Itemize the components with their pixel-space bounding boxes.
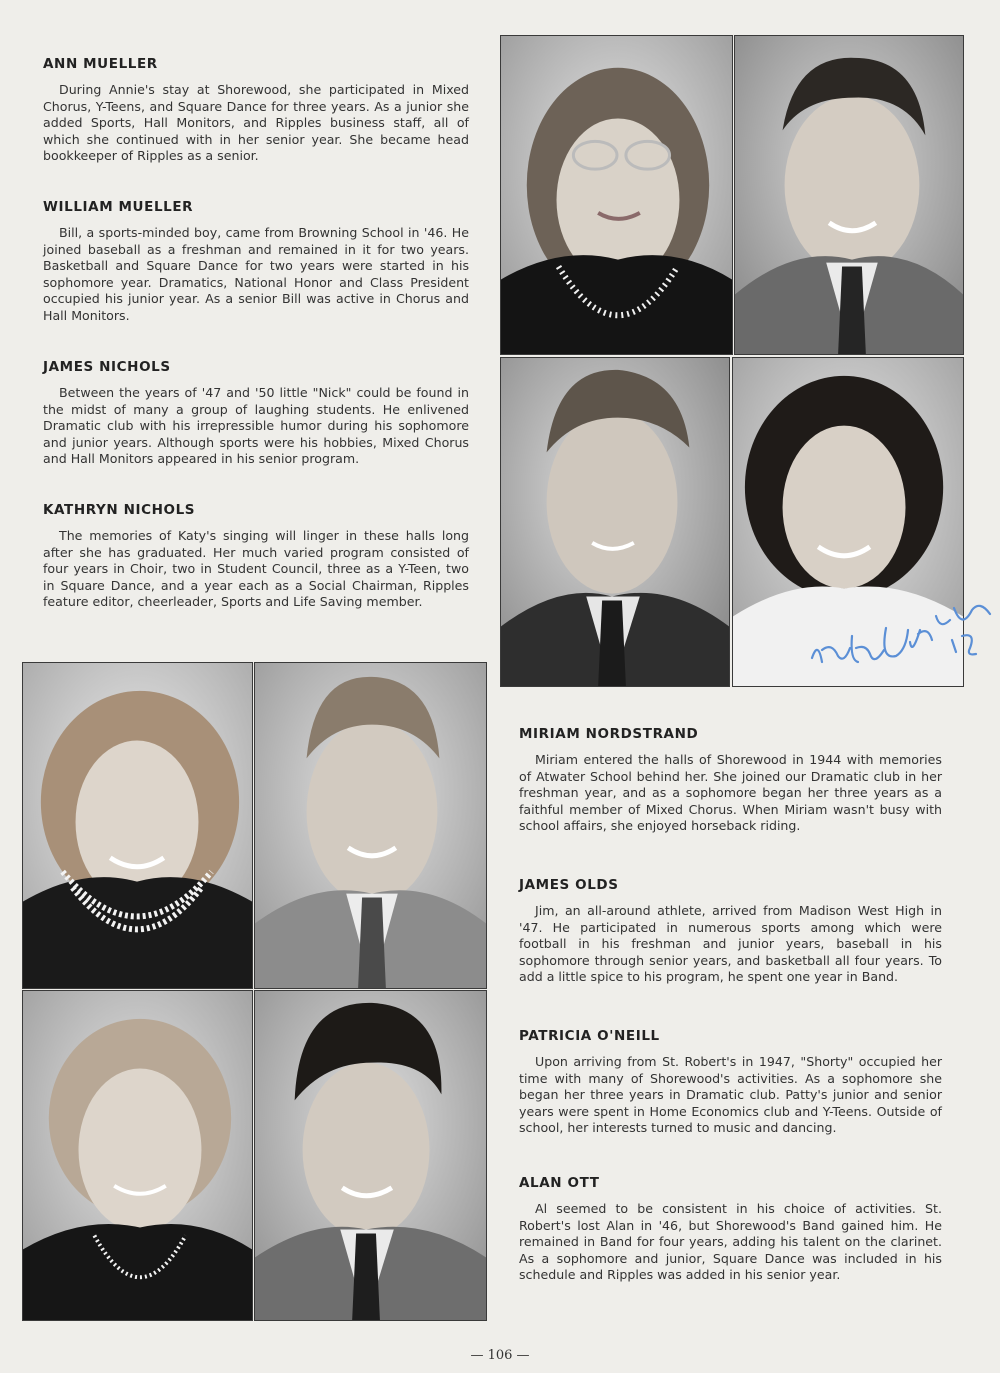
bio-name: ANN MUELLER bbox=[43, 56, 158, 72]
bio-james-nichols bbox=[43, 359, 469, 468]
page-number: — 106 — bbox=[470, 1348, 530, 1363]
bio-name: JAMES NICHOLS bbox=[43, 359, 171, 375]
portrait-james-nichols bbox=[500, 357, 730, 687]
bio-miriam-nordstrand bbox=[519, 726, 942, 835]
bio-alan-ott bbox=[519, 1175, 942, 1284]
portrait-alan-ott bbox=[254, 990, 487, 1321]
portrait-patricia-oneill bbox=[22, 990, 253, 1321]
bio-ann-mueller bbox=[43, 56, 469, 165]
katy-signature bbox=[800, 570, 1000, 680]
bio-text: During Annie's stay at Shorewood, she participated in Mixed Chorus, Y-Teens, and Square Dance for three years. As a junior she added Sports, Hall Monitors, and Ripples business staff, all of which she continued with in her senior year. She became head bookkeeper of Ripples as a senior. bbox=[43, 82, 469, 164]
bio-name: MIRIAM NORDSTRAND bbox=[519, 726, 699, 742]
bio-james-olds bbox=[519, 877, 942, 986]
portrait-ann-mueller bbox=[500, 35, 733, 355]
bio-text: Miriam entered the halls of Shorewood in 1944 with memories of Atwater School behind her. She joined our Dramatic club in her freshman year, and as a sophomore began her three years as a faithful member of Mixed Chorus. When Miriam wasn't busy with school affairs, she enjoyed horseback riding. bbox=[519, 752, 942, 834]
bio-text: Bill, a sports-minded boy, came from Browning School in '46. He joined baseball as a freshman and remained in it for two years. Basketball and Square Dance for two years were started in his sophomore year. Dramatics, National Honor and Class President occupied his junior year. As a senior Bill was active in Chorus and Hall Monitors. bbox=[43, 225, 469, 323]
bio-text: The memories of Katy's singing will linger in these halls long after she has graduated. Her much varied program consisted of four years in Choir, two in Student Council, three as a Y-Teen, two in Square Dance, and a year each as a Social Chairman, Ripples feature editor, cheerleader, Sports and Life Saving member. bbox=[43, 528, 469, 610]
bio-name: PATRICIA O'NEILL bbox=[519, 1028, 660, 1044]
bio-text: Upon arriving from St. Robert's in 1947, "Shorty" occupied her time with many of Shorewood's activities. As a sophomore she began her three years in Dramatic club. Patty's junior and senior years were spent in Home Economics club and Y-Teens. Outside of school, her interests turned to music and dancing. bbox=[519, 1054, 942, 1136]
bio-name: ALAN OTT bbox=[519, 1175, 600, 1191]
bio-kathryn-nichols bbox=[43, 502, 469, 611]
bio-william-mueller bbox=[43, 199, 469, 325]
bio-name: KATHRYN NICHOLS bbox=[43, 502, 196, 518]
bio-name: JAMES OLDS bbox=[519, 877, 619, 893]
portrait-miriam-nordstrand bbox=[22, 662, 253, 989]
portrait-william-mueller bbox=[734, 35, 964, 355]
bio-text: Jim, an all-around athlete, arrived from Madison West High in '47. He participated in numerous sports among which were football in his freshman and junior years, baseball in his sophomore through senior years, and basketball all four years. To add a little spice to his program, he spent one year in Band. bbox=[519, 903, 942, 985]
portrait-james-olds bbox=[254, 662, 487, 989]
bio-text: Al seemed to be consistent in his choice of activities. St. Robert's lost Alan in '46, but Shorewood's Band gained him. He remained in Band for four years, adding his talent on the clarinet. As a sophomore and junior, Square Dance was included in his schedule and Ripples was added in his senior year. bbox=[519, 1201, 942, 1283]
bio-name: WILLIAM MUELLER bbox=[43, 199, 194, 215]
bio-text: Between the years of '47 and '50 little "Nick" could be found in the midst of many a group of laughing students. He enlivened Dramatic club with his irrepressible humor during his sophomore and junior years. Although sports were his hobbies, Mixed Chorus and Hall Monitors appeared in his senior program. bbox=[43, 385, 469, 467]
bio-patricia-oneill bbox=[519, 1028, 942, 1137]
